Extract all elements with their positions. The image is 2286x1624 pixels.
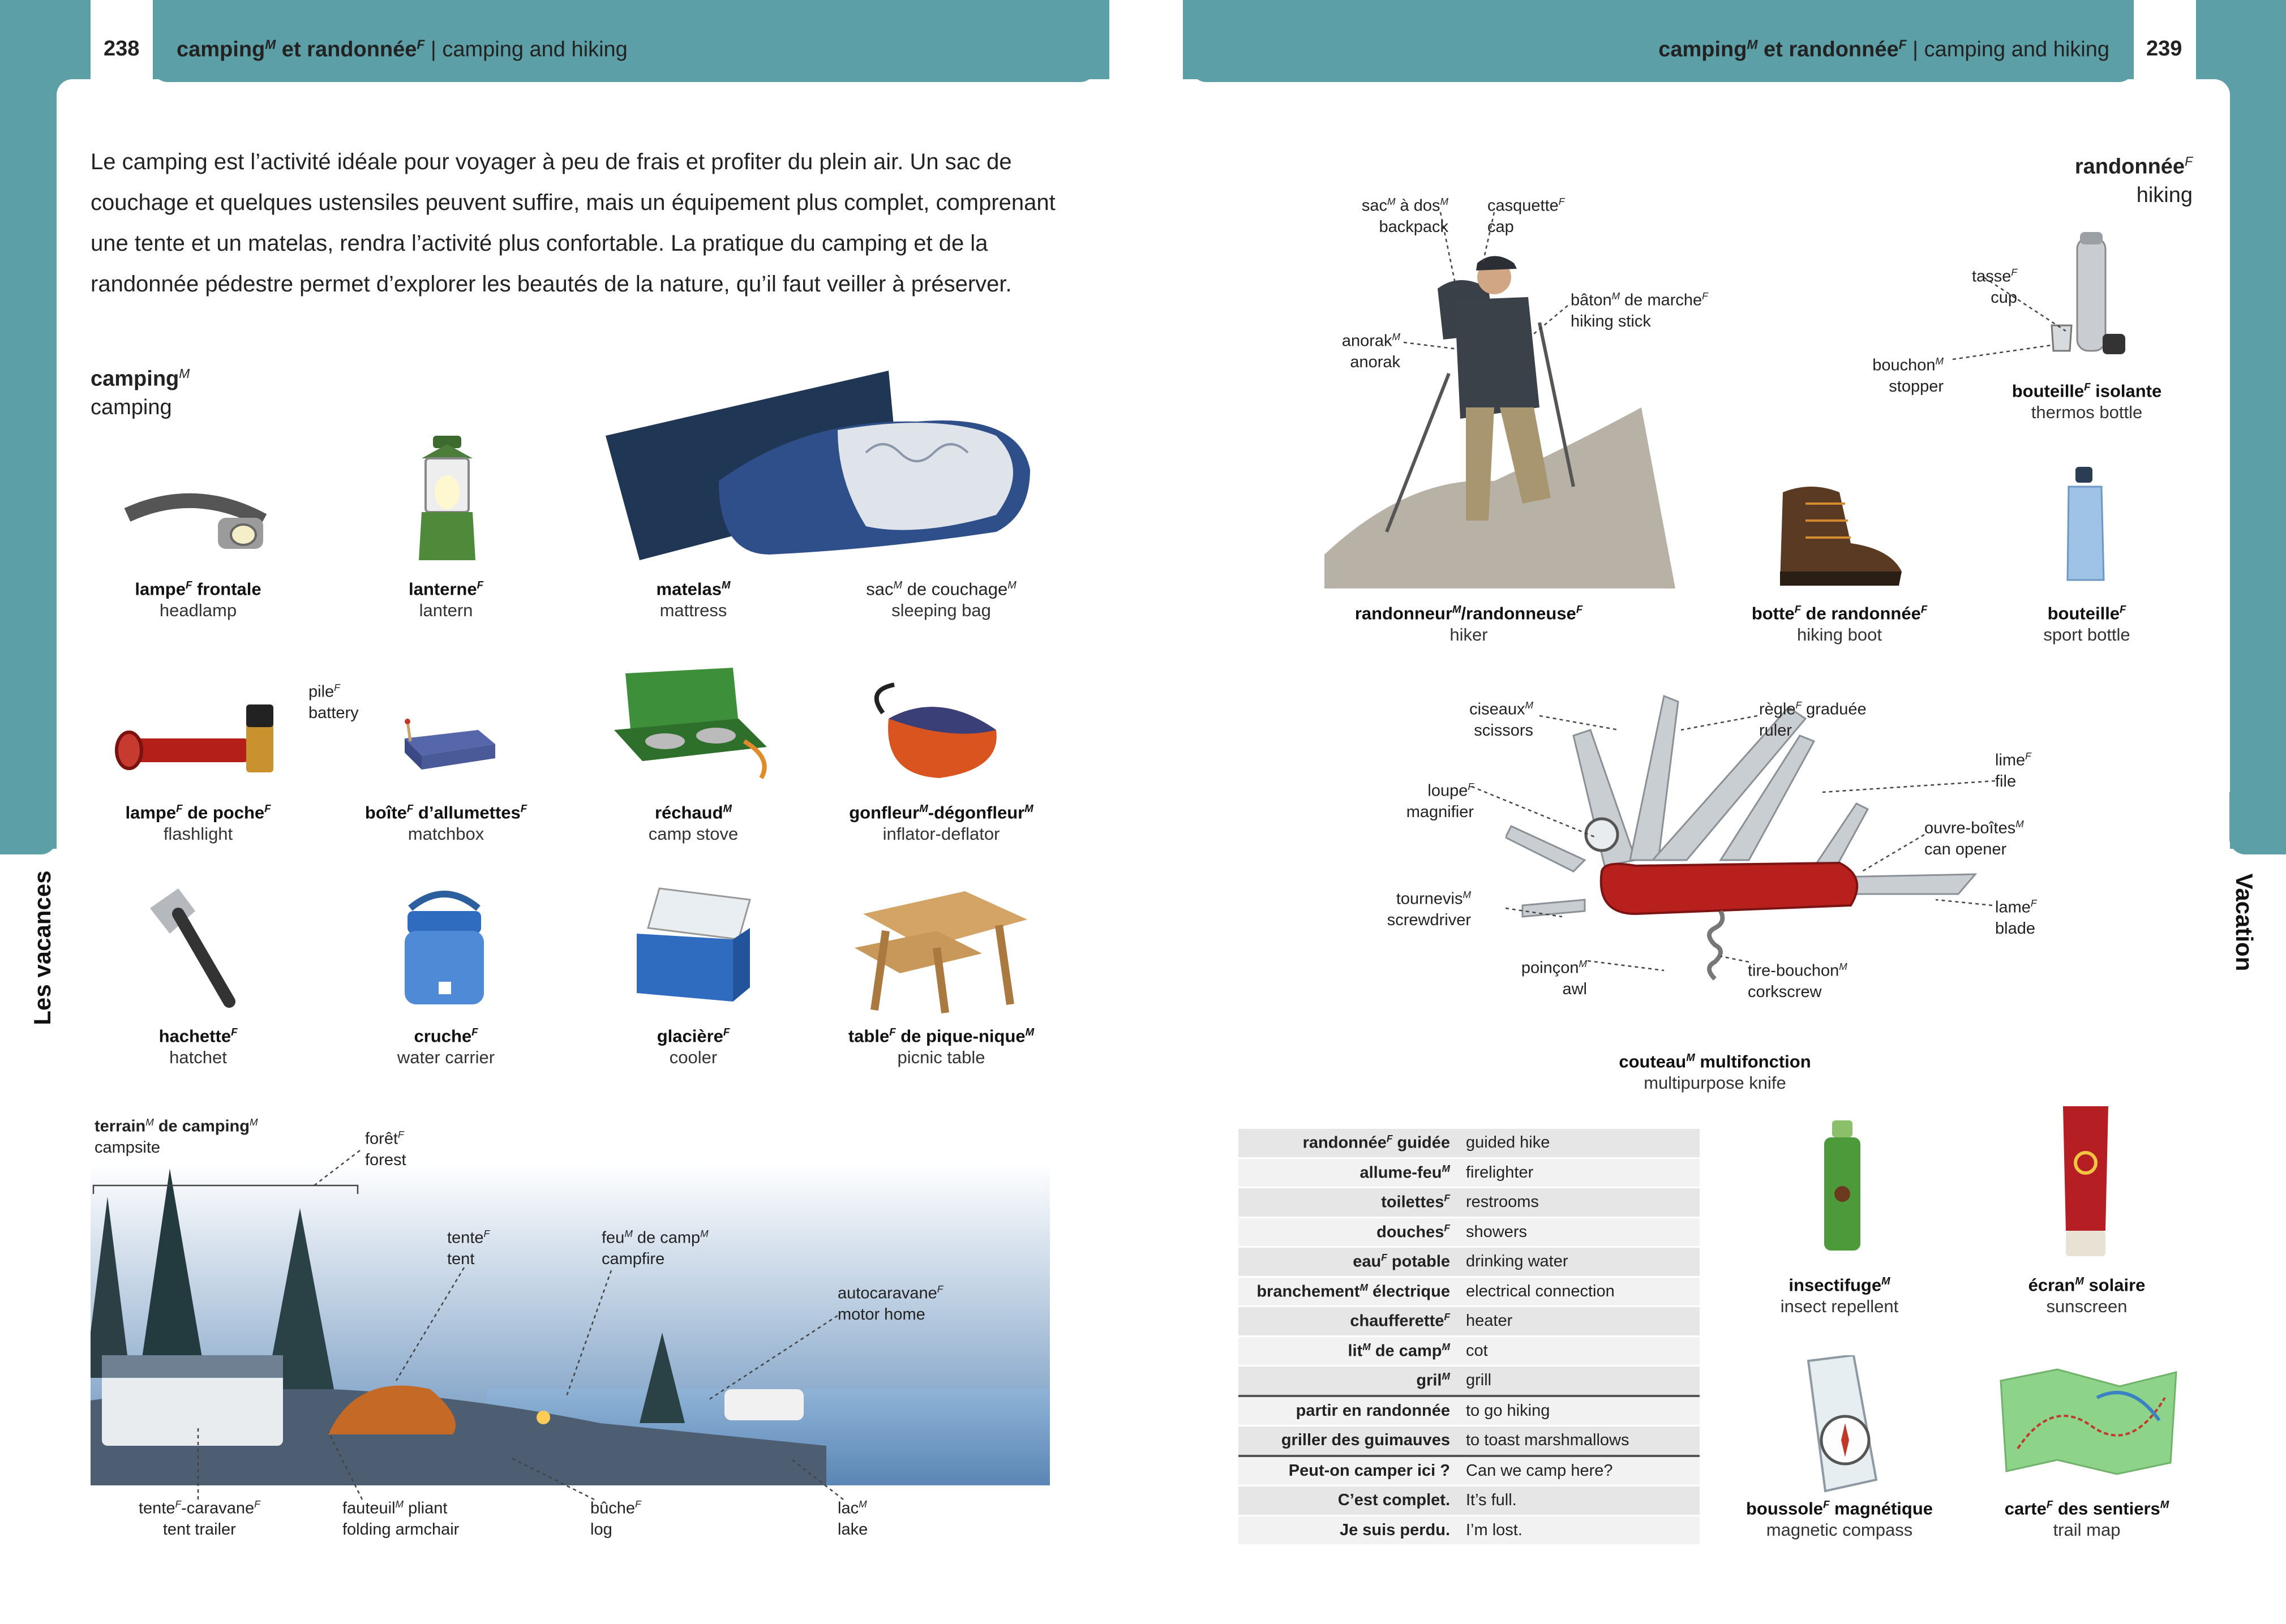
- gutter: [1109, 0, 1183, 82]
- hiking-heading: randonnée$^F$ hiking: [2074, 154, 2193, 207]
- trail-map-image: [1995, 1364, 2182, 1477]
- label-hiker: randonneur$^M$/randonneuse$^F$ hiker: [1354, 603, 1583, 645]
- label-cap: casquette$^F$ cap: [1487, 196, 1565, 236]
- label-mattress: matelas$^M$ mattress: [656, 579, 731, 621]
- label-magnetic-compass: boussole$^F$ magnétique magnetic compass: [1745, 1498, 1933, 1540]
- lantern-image: [413, 436, 481, 566]
- label-lake: lac$^M$ lake: [838, 1498, 868, 1539]
- right-header-title: camping$^M$ et randonnée$^F$ | camping and hiking: [1658, 37, 2109, 62]
- intro-paragraph: Le camping est l’activité idéale pour voyager à peu de frais et profiter du plein air. Un sac de couchage et quelques ustensiles peuvent suffire, mais un équipement plus complet, comprenant une tente et un matelas, rendra l’activité plus confortable. La pratique du camping et de la randonnée pédestre permet d’explorer les beautés de la nature, qu’il faut veiller à préserver.: [91, 149, 1056, 297]
- label-flashlight: lampe$^F$ de poche$^F$ flashlight: [125, 802, 271, 844]
- label-picnic-table: table$^F$ de pique-nique$^M$ picnic table: [848, 1026, 1035, 1068]
- label-ruler: règle$^F$ graduée ruler: [1759, 699, 1867, 740]
- label-anorak: anorak$^M$ anorak: [1341, 331, 1400, 371]
- label-backpack: sac$^M$ à dos$^M$ backpack: [1361, 196, 1448, 236]
- label-screwdriver: tournevis$^M$ screwdriver: [1387, 889, 1471, 929]
- campsite-title: terrain$^M$ de camping$^M$ campsite: [95, 1116, 258, 1157]
- hiking-boot-image: [1772, 481, 1907, 588]
- label-lantern: lanterne$^F$ lantern: [409, 579, 483, 621]
- label-water-carrier: cruche$^F$ water carrier: [397, 1026, 495, 1068]
- insect-repellent-image: [1820, 1120, 1865, 1256]
- label-forest: forêt$^F$ forest: [365, 1129, 406, 1169]
- table-row: randonnée$^F$ guidée guided hike: [1238, 1129, 1700, 1158]
- sport-bottle-image: [2063, 467, 2108, 586]
- table-row: toilettes$^F$ restrooms: [1238, 1188, 1700, 1218]
- table-row: douches$^F$ showers: [1238, 1217, 1700, 1247]
- label-log: bûche$^F$ log: [590, 1498, 641, 1539]
- right-tab-corner: [2229, 792, 2286, 854]
- label-blade: lame$^F$ blade: [1995, 897, 2037, 938]
- table-row: Peut-on camper ici ? Can we camp here?: [1238, 1456, 1700, 1486]
- right-page-number: 239: [2146, 37, 2182, 61]
- cooler-image: [631, 883, 756, 1007]
- matchbox-image: [399, 719, 498, 775]
- label-motor-home: autocaravane$^F$ motor home: [838, 1283, 943, 1324]
- thermos-bottle-image: [2043, 232, 2128, 362]
- label-camp-stove: réchaud$^M$ camp stove: [648, 802, 739, 844]
- camping-heading: camping$^M$ camping: [91, 366, 190, 419]
- label-stopper: bouchon$^M$ stopper: [1872, 355, 1944, 396]
- table-row: branchement$^M$ électrique electrical connection: [1238, 1277, 1700, 1307]
- label-sport-bottle: bouteille$^F$ sport bottle: [2043, 603, 2130, 645]
- table-row: chaufferette$^F$ heater: [1238, 1307, 1700, 1337]
- label-trail-map: carte$^F$ des sentiers$^M$ trail map: [2004, 1498, 2169, 1540]
- label-sleeping-bag: sac$^M$ de couchage$^M$ sleeping bag: [866, 579, 1017, 621]
- label-magnifier: loupe$^F$ magnifier: [1406, 781, 1474, 821]
- left-side-tab: Les vacances: [29, 870, 55, 1025]
- label-sunscreen: écran$^M$ solaire sunscreen: [2028, 1275, 2146, 1317]
- table-row: gril$^M$ grill: [1238, 1366, 1700, 1396]
- label-multipurpose-knife: couteau$^M$ multifonction multipurpose knife: [1619, 1051, 1811, 1093]
- table-row: C’est complet. It’s full.: [1238, 1486, 1700, 1516]
- label-hiking-stick: bâton$^M$ de marche$^F$ hiking stick: [1571, 290, 1708, 330]
- hatchet-image: [144, 886, 241, 1010]
- label-inflator-deflator: gonfleur$^M$-dégonfleur$^M$ inflator-deflator: [849, 802, 1033, 844]
- left-page-number: 238: [104, 37, 140, 61]
- flashlight-image: [113, 699, 283, 784]
- label-matchbox: boîte$^F$ d’allumettes$^F$ matchbox: [364, 802, 527, 844]
- label-cooler: glacière$^F$ cooler: [657, 1026, 730, 1068]
- table-row: partir en randonnée to go hiking: [1238, 1396, 1700, 1426]
- label-hatchet: hachette$^F$ hatchet: [158, 1026, 238, 1068]
- table-row: allume-feu$^M$ firelighter: [1238, 1158, 1700, 1188]
- right-side-tab: Vacation: [2231, 873, 2258, 972]
- label-tent-trailer: tente$^F$-caravane$^F$ tent trailer: [139, 1498, 260, 1539]
- phrase-table: [1238, 1129, 1700, 1546]
- label-tent: tente$^F$ tent: [447, 1228, 490, 1268]
- label-folding-armchair: fauteuil$^M$ pliant folding armchair: [342, 1498, 460, 1539]
- table-row: lit$^M$ de camp$^M$ cot: [1238, 1336, 1700, 1366]
- table-row: griller des guimauves to toast marshmallows: [1238, 1426, 1700, 1456]
- label-insect-repellent: insectifuge$^M$ insect repellent: [1780, 1275, 1899, 1317]
- label-battery: pile$^F$ battery: [308, 682, 359, 722]
- label-headlamp: lampe$^F$ frontale headlamp: [135, 579, 261, 621]
- label-awl: poinçon$^M$ awl: [1521, 958, 1587, 998]
- inflator-deflator-image: [860, 679, 1013, 787]
- left-tab-corner: [0, 792, 57, 854]
- label-corkscrew: tire-bouchon$^M$ corkscrew: [1748, 961, 1847, 1001]
- label-thermos-bottle: bouteille$^F$ isolante thermos bottle: [2011, 381, 2162, 423]
- label-campfire: feu$^M$ de camp$^M$ campfire: [602, 1228, 709, 1268]
- picnic-table-image: [852, 880, 1033, 1016]
- table-row: Je suis perdu. I’m lost.: [1238, 1515, 1700, 1545]
- sunscreen-image: [2057, 1106, 2114, 1259]
- headlamp-image: [122, 487, 275, 560]
- left-header-title: camping$^M$ et randonnée$^F$ | camping and hiking: [177, 37, 628, 62]
- label-file: lime$^F$ file: [1995, 750, 2031, 790]
- label-scissors: ciseaux$^M$ scissors: [1469, 699, 1533, 740]
- table-row: eau$^F$ potable drinking water: [1238, 1247, 1700, 1277]
- label-cup: tasse$^F$ cup: [1972, 267, 2017, 307]
- water-carrier-image: [399, 886, 490, 1010]
- magnetic-compass-image: [1791, 1355, 1888, 1497]
- label-hiking-boot: botte$^F$ de randonnée$^F$ hiking boot: [1751, 603, 1928, 645]
- camp-stove-image: [608, 662, 778, 781]
- label-can-opener: ouvre-boîtes$^M$ can opener: [1924, 818, 2024, 858]
- mattress-sleeping-bag-image: [600, 368, 1041, 572]
